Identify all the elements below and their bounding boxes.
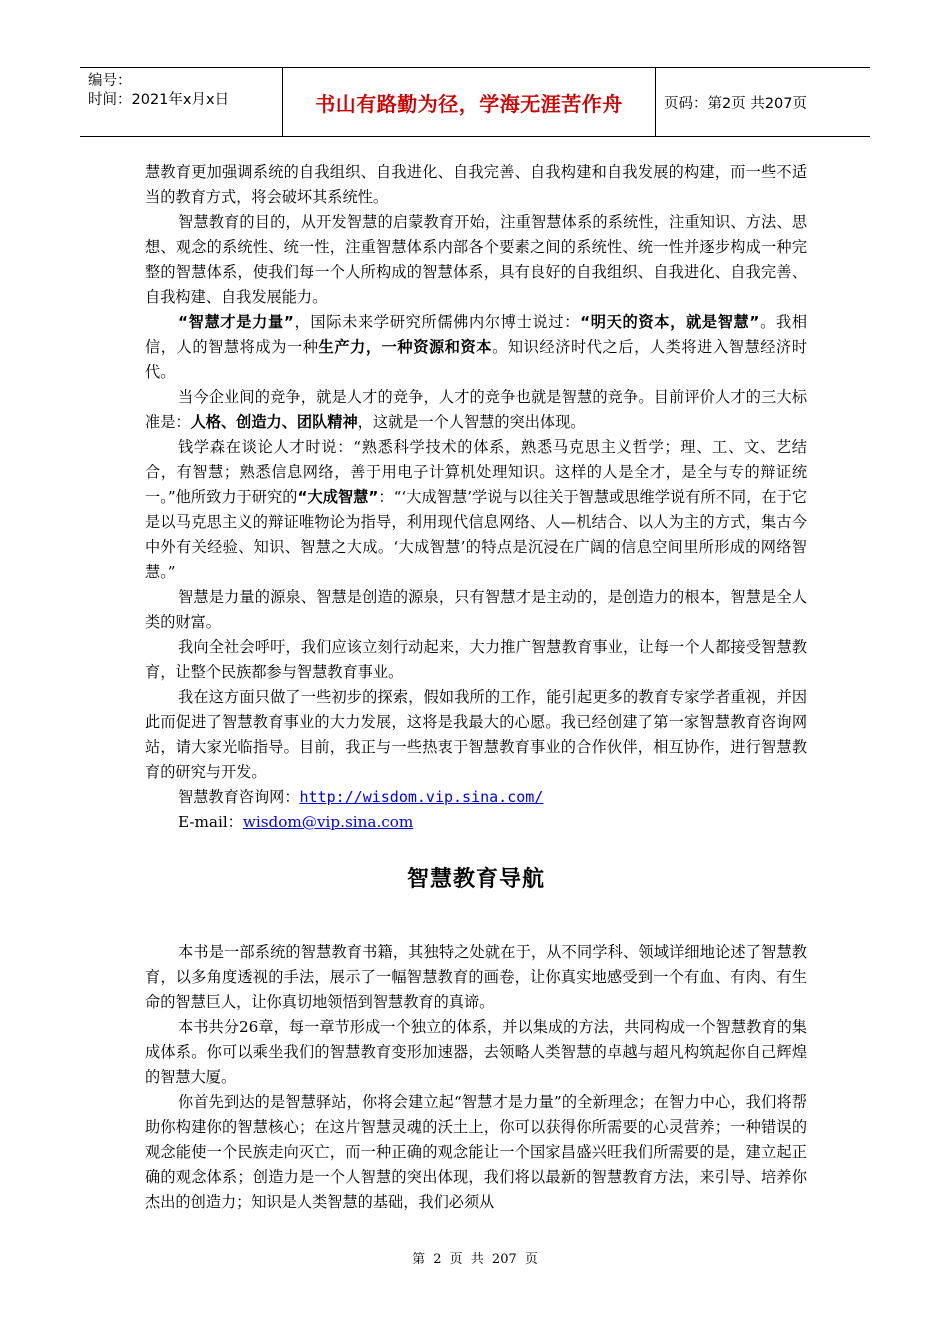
text-run: ，这就是一个人智慧的突出体现。 xyxy=(357,413,586,431)
paragraph: 本书共分26章，每一章节形成一个独立的体系，并以集成的方法，共同构成一个智慧教育的集成体系。你可以乘坐我们的智慧教育变形加速器，去领略人类智慧的卓越与超凡构筑起你自己辉煌的智慧大厦。 xyxy=(145,1018,807,1086)
paragraph: 我在这方面只做了一些初步的探索，假如我所的工作，能引起更多的教育专家学者重视，并因此而促进了智慧教育事业的大力发展，这将是我最大的心愿。我已经创建了第一家智慧教育咨询网站，请大家光临指导。目前，我正与一些热衷于智慧教育事业的合作伙伴，相互协作，进行智慧教育的研究与开发。 xyxy=(145,688,807,781)
bold-quote: “大成智慧” xyxy=(297,488,379,506)
header-page-info: 页码：第2页 共207页 xyxy=(664,95,808,112)
bold-text: 生产力，一种资源和资本 xyxy=(318,338,493,356)
text-run: 当今企业间的竞争，就是人才的竞争，人才的竞争也就是智慧的竞争。目前评价人才的三大标准是： xyxy=(145,388,807,431)
bold-text: 人格、创造力、团队精神 xyxy=(190,413,358,431)
paragraph xyxy=(145,310,807,385)
main-content xyxy=(145,160,807,1215)
code-label: 编号： xyxy=(88,73,132,89)
page-header-table xyxy=(80,67,870,137)
bold-quote: “智慧才是力量” xyxy=(178,313,294,331)
header-motto: 书山有路勤为径，学海无涯苦作舟 xyxy=(283,68,656,136)
email-link[interactable]: wisdom@vip.sina.com xyxy=(242,813,414,831)
paragraph: 智慧是力量的源泉、智慧是创造的源泉，只有智慧才是主动的，是创造力的根本，智慧是全人类的财富。 xyxy=(145,588,807,631)
paragraph xyxy=(145,385,807,435)
paragraph: 慧教育更加强调系统的自我组织、自我进化、自我完善、自我构建和自我发展的构建，而一些不适当的教育方式，将会破坏其系统性。 xyxy=(145,163,807,206)
header-meta-cell xyxy=(80,68,283,136)
paragraph xyxy=(145,435,807,585)
page-footer: 第 2 页 共 207 页 xyxy=(412,1252,538,1267)
text-run: ，国际未来学研究所儒佛内尔博士说过： xyxy=(293,313,581,331)
website-label: 智慧教育咨询网： xyxy=(178,788,300,806)
date-label: 时间：2021年x月x日 xyxy=(88,92,230,108)
website-line xyxy=(145,785,807,810)
paragraph: 我向全社会呼吁，我们应该立刻行动起来，大力推广智慧教育事业，让每一个人都接受智慧教育，让整个民族都参与智慧教育事业。 xyxy=(145,638,807,681)
paragraph: 智慧教育的目的，从开发智慧的启蒙教育开始，注重智慧体系的系统性，注重知识、方法、思想、观念的系统性、统一性，注重智慧体系内部各个要素之间的系统性、统一性并逐步构成一种完整的智慧体系，使我们每一个人所构成的智慧体系，具有良好的自我组织、自我进化、自我完善、自我构建、自我发展能力。 xyxy=(145,213,807,306)
email-line xyxy=(145,810,807,835)
paragraph: 本书是一部系统的智慧教育书籍，其独特之处就在于，从不同学科、领域详细地论述了智慧教育，以多角度透视的手法，展示了一幅智慧教育的画卷，让你真实地感受到一个有血、有肉、有生命的智慧巨人，让你真切地领悟到智慧教育的真谛。 xyxy=(145,943,807,1011)
email-label: E-mail： xyxy=(178,813,243,831)
text-run: 。我相信，人的智慧将成为一种 xyxy=(145,313,808,356)
text-run: 钱学森在谈论人才时说：“熟悉科学技术的体系，熟悉马克思主义哲学；理、工、文、艺结合，有智慧；熟悉信息网络，善于用电子计算机处理知识。这样的人是全才，是全与专的辩证统一。”他所致力于研究的 xyxy=(145,438,807,506)
bold-quote: “明天的资本，就是智慧” xyxy=(580,313,760,331)
section-title: 智慧教育导航 xyxy=(406,867,545,892)
website-link[interactable]: http://wisdom.vip.sina.com/ xyxy=(299,788,544,806)
text-run: 。知识经济时代之后，人类将进入智慧经济时代。 xyxy=(145,338,808,381)
text-run: ：“‘大成智慧’学说与以往关于智慧或思维学说有所不同，在于它是以马克思主义的辩证唯物论为指导，利用现代信息网络、人—机结合、以人为主的方式，集古今中外有关经验、知识、智慧之大成。‘大成智慧’的特点是沉浸在广阔的信息空间里所形成的网络智慧。” xyxy=(145,488,808,581)
paragraph: 你首先到达的是智慧驿站，你将会建立起“智慧才是力量”的全新理念；在智力中心，我们将帮助你构建你的智慧核心；在这片智慧灵魂的沃土上，你可以获得你所需要的心灵营养；一种错误的观念能使一个民族走向灭亡，而一种正确的观念能让一个国家昌盛兴旺我们所需要的是，建立起正确的观念体系；创造力是一个人智慧的突出体现，我们将以最新的智慧教育方法，来引导、培养你杰出的创造力；知识是人类智慧的基础，我们必须从 xyxy=(145,1093,807,1211)
